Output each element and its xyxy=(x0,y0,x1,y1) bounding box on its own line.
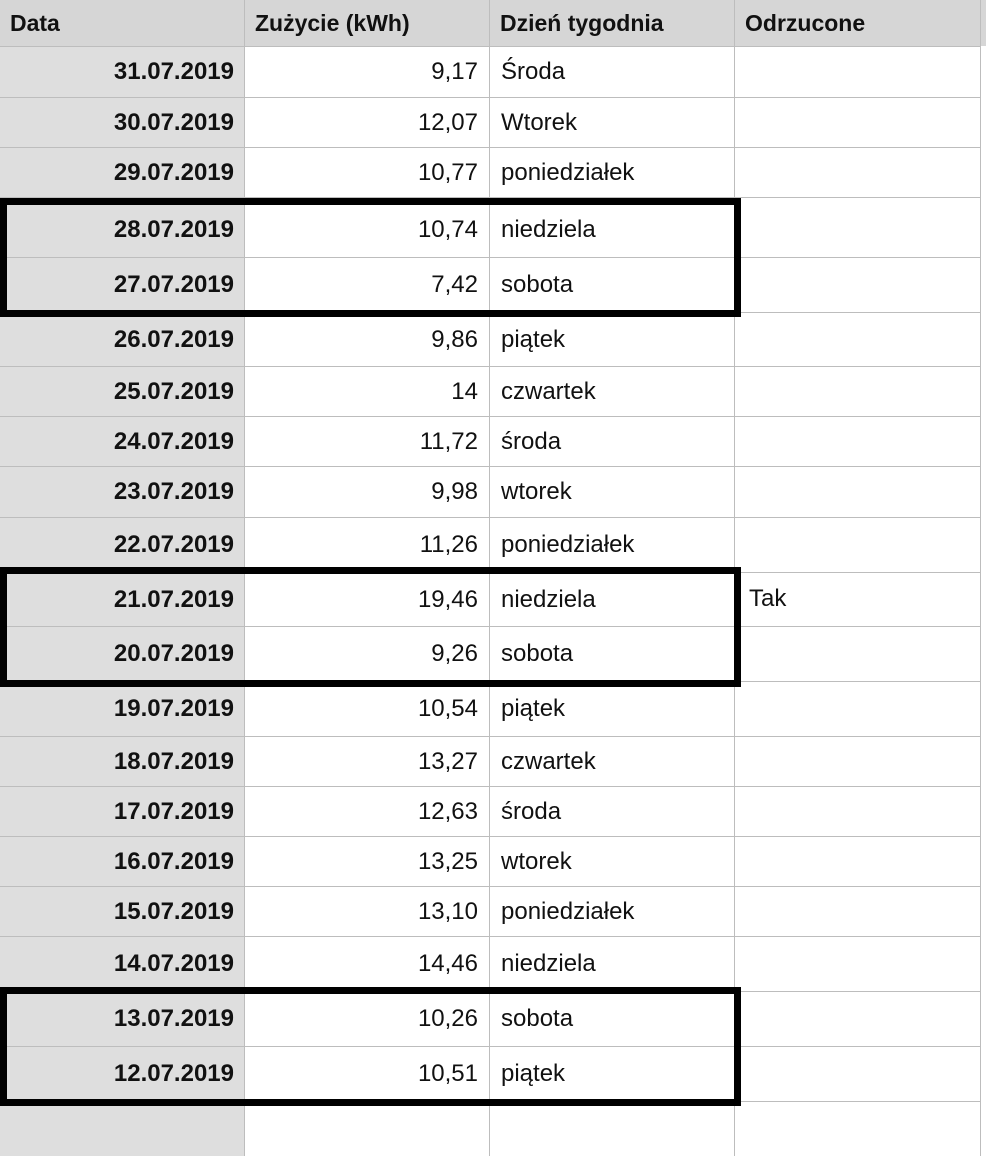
cell-date[interactable]: 29.07.2019 xyxy=(0,148,244,197)
cell-date[interactable]: 14.07.2019 xyxy=(0,937,244,991)
cell-usage[interactable]: 13,25 xyxy=(417,847,478,875)
cell-date[interactable]: 12.07.2019 xyxy=(0,1047,244,1101)
cell-usage[interactable]: 10,26 xyxy=(417,1005,478,1032)
cell-day[interactable]: poniedziałek xyxy=(501,531,635,558)
cell-day[interactable]: poniedziałek xyxy=(501,158,635,186)
cell-day[interactable]: sobota xyxy=(501,640,574,667)
cell-rejected[interactable] xyxy=(735,47,981,97)
header-date[interactable]: Data xyxy=(0,0,244,46)
cell-rejected[interactable]: Tak xyxy=(749,585,787,612)
cell-rejected[interactable] xyxy=(735,787,981,836)
cell-day[interactable]: piątek xyxy=(501,1060,566,1087)
header-rejected[interactable]: Odrzucone xyxy=(735,0,981,46)
cell-date[interactable]: 25.07.2019 xyxy=(0,367,244,416)
cell-rejected[interactable] xyxy=(735,1047,981,1101)
cell-usage[interactable]: 13,10 xyxy=(417,897,478,925)
cell-rejected[interactable] xyxy=(735,518,981,572)
cell-day[interactable]: środa xyxy=(501,797,562,825)
cell-rejected[interactable] xyxy=(735,837,981,886)
cell-usage[interactable]: 12,63 xyxy=(417,797,478,825)
cell-date[interactable]: 13.07.2019 xyxy=(0,992,244,1046)
cell-usage[interactable]: 10,74 xyxy=(417,216,478,243)
cell-usage[interactable]: 9,86 xyxy=(431,325,478,353)
cell-rejected[interactable] xyxy=(735,737,981,786)
cell-date[interactable]: 28.07.2019 xyxy=(0,203,244,257)
cell-date[interactable]: 18.07.2019 xyxy=(0,737,244,786)
cell-date[interactable]: 15.07.2019 xyxy=(0,887,244,936)
cell-date[interactable]: 16.07.2019 xyxy=(0,837,244,886)
cell-day[interactable]: środa xyxy=(501,427,562,455)
cell-rejected[interactable] xyxy=(735,467,981,517)
cell-day[interactable]: niedziela xyxy=(501,950,596,977)
cell-rejected[interactable] xyxy=(735,417,981,466)
cell-usage[interactable]: 14 xyxy=(451,377,478,405)
cell-rejected[interactable] xyxy=(735,98,981,147)
cell-usage[interactable]: 10,77 xyxy=(417,158,478,186)
cell-day[interactable]: sobota xyxy=(501,1005,574,1032)
cell-rejected[interactable] xyxy=(735,682,981,736)
cell-date[interactable]: 19.07.2019 xyxy=(0,682,244,736)
cell-usage[interactable]: 11,26 xyxy=(419,531,478,558)
cell-day[interactable]: niedziela xyxy=(501,585,596,613)
cell-day[interactable]: wtorek xyxy=(501,847,572,875)
header-day[interactable]: Dzień tygodnia xyxy=(490,0,734,46)
cell-date[interactable]: 24.07.2019 xyxy=(0,417,244,466)
cell-usage[interactable]: 10,54 xyxy=(417,695,478,722)
cell-rejected[interactable] xyxy=(735,627,981,681)
empty-cell-date[interactable] xyxy=(0,1102,244,1156)
cell-usage[interactable]: 9,26 xyxy=(431,640,478,667)
cell-rejected[interactable] xyxy=(735,887,981,936)
cell-date[interactable]: 23.07.2019 xyxy=(0,467,244,517)
cell-usage[interactable]: 19,46 xyxy=(417,585,478,613)
cell-rejected[interactable] xyxy=(735,258,981,312)
cell-rejected[interactable] xyxy=(735,367,981,416)
cell-usage[interactable]: 14,46 xyxy=(417,950,478,977)
cell-day[interactable]: Wtorek xyxy=(501,108,578,136)
cell-day[interactable]: czwartek xyxy=(501,747,596,775)
cell-day[interactable]: Środa xyxy=(501,58,566,85)
cell-rejected[interactable] xyxy=(735,937,981,991)
cell-date[interactable]: 21.07.2019 xyxy=(0,573,244,626)
cell-day[interactable]: piątek xyxy=(501,325,566,353)
row-gridline xyxy=(0,197,981,198)
cell-usage[interactable]: 9,98 xyxy=(431,478,478,505)
cell-rejected[interactable] xyxy=(735,313,981,366)
empty-cell-day[interactable] xyxy=(490,1102,734,1156)
cell-usage[interactable]: 13,27 xyxy=(417,747,478,775)
header-usage[interactable]: Zużycie (kWh) xyxy=(245,0,489,46)
cell-day[interactable]: poniedziałek xyxy=(501,897,635,925)
cell-usage[interactable]: 10,51 xyxy=(417,1060,478,1087)
cell-rejected[interactable] xyxy=(735,148,981,197)
cell-date[interactable]: 31.07.2019 xyxy=(0,47,244,97)
cell-date[interactable]: 26.07.2019 xyxy=(0,313,244,366)
empty-cell-rejected[interactable] xyxy=(735,1102,981,1156)
cell-day[interactable]: wtorek xyxy=(501,478,572,505)
cell-usage[interactable]: 9,17 xyxy=(431,58,478,85)
cell-date[interactable]: 27.07.2019 xyxy=(0,258,244,312)
cell-day[interactable]: niedziela xyxy=(501,216,596,243)
cell-day[interactable]: czwartek xyxy=(501,377,596,405)
cell-date[interactable]: 17.07.2019 xyxy=(0,787,244,836)
cell-date[interactable]: 30.07.2019 xyxy=(0,98,244,147)
cell-date[interactable]: 22.07.2019 xyxy=(0,518,244,572)
cell-date[interactable]: 20.07.2019 xyxy=(0,627,244,681)
cell-day[interactable]: sobota xyxy=(501,271,574,298)
cell-rejected[interactable] xyxy=(735,203,981,257)
cell-day[interactable]: piątek xyxy=(501,695,566,722)
cell-usage[interactable]: 11,72 xyxy=(419,427,478,455)
cell-usage[interactable]: 7,42 xyxy=(431,271,478,298)
cell-usage[interactable]: 12,07 xyxy=(417,108,478,136)
empty-cell-usage[interactable] xyxy=(245,1102,489,1156)
cell-rejected[interactable] xyxy=(735,992,981,1046)
